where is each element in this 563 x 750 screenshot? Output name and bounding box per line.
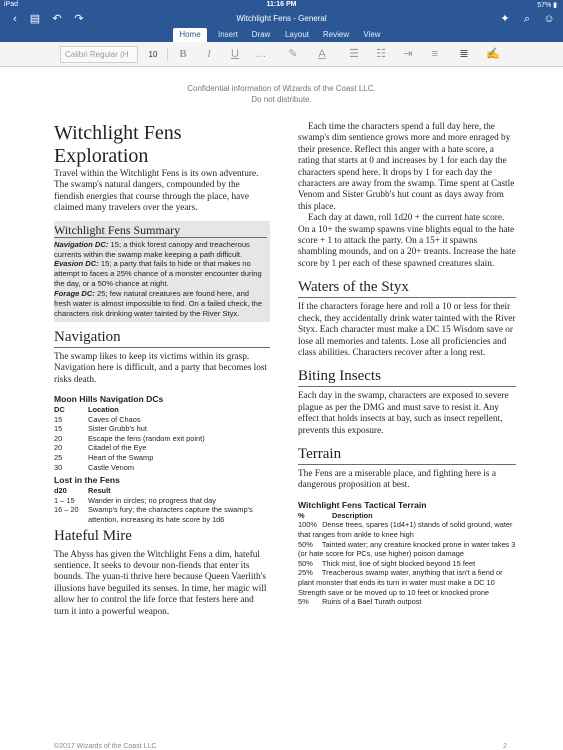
back-icon[interactable]: ‹ bbox=[13, 13, 17, 25]
title-bar bbox=[0, 11, 563, 28]
page-number: 2 bbox=[503, 743, 507, 750]
terrain-heading: Terrain bbox=[298, 445, 516, 465]
hate-score-paragraph: Each time the characters spend a full day here, the swamp's dim sentience grows more and more enraged by their presence. Reflect this anger with a hate score, a rating that starts at 0 and increases by 1 for each day the characters spend here. It drops by 1 for each day the characters are away from the swamp. Time spent at Castle Venom and Sister Grubb's hut count as days away from this place. bbox=[298, 122, 515, 212]
table-row bbox=[54, 443, 270, 453]
table-row bbox=[298, 540, 516, 559]
table-row bbox=[298, 568, 516, 597]
ribbon-tabs bbox=[0, 28, 563, 42]
table-row bbox=[298, 520, 516, 539]
lightbulb-icon[interactable]: ✦ bbox=[500, 13, 510, 25]
table-cell: Swamp's fury; the characters capture the swamp's attention, increasing its hate score by 1d6 bbox=[88, 505, 253, 525]
lost-table bbox=[54, 486, 270, 524]
dawn-roll-paragraph: Each day at dawn, roll 1d20 + the current hate score. On a 10+ the swamp spawns vine blights equal to the hate score + 1 to attack the party. On a 15+ it spawns shambling mounds, and on a 20+ treants. Increase the hate score by 1 per each of these spawned creatures slain. bbox=[298, 213, 516, 269]
bullets-icon[interactable]: ☰ bbox=[349, 48, 359, 60]
navigation-dc-line bbox=[54, 240, 267, 260]
forage-dc-line bbox=[54, 289, 267, 319]
numbering-icon[interactable]: ☷ bbox=[376, 48, 386, 60]
table-header-cell: Result bbox=[88, 486, 111, 496]
italic-button[interactable]: I bbox=[207, 48, 211, 60]
file-icon[interactable]: ▤ bbox=[29, 13, 41, 25]
evasion-dc-label: Evasion DC: bbox=[54, 259, 99, 269]
table-header-cell: % bbox=[298, 510, 305, 520]
table-row bbox=[54, 415, 270, 425]
table-cell: Heart of the Swamp bbox=[88, 453, 154, 463]
styx-heading: Waters of the Styx bbox=[298, 278, 516, 298]
table-cell: Tainted water; any creature knocked prone in water takes 3 (or hate score for PCs, use higher) poison damage bbox=[298, 539, 516, 559]
terrain-table-title: Witchlight Fens Tactical Terrain bbox=[298, 499, 427, 510]
confidential-notice bbox=[0, 83, 563, 105]
table-cell: 25 bbox=[54, 453, 63, 463]
battery-percent: 57% bbox=[537, 2, 552, 9]
table-cell: Thick mist, line of sight blocked beyond 15 feet bbox=[321, 558, 476, 568]
table-cell: 50% bbox=[298, 539, 313, 549]
table-cell: 20 bbox=[54, 433, 63, 443]
table-cell: 30 bbox=[54, 462, 63, 472]
confidential-line-2: Do not distribute. bbox=[251, 95, 312, 104]
tab-draw[interactable]: Draw bbox=[251, 30, 271, 39]
biting-insects-paragraph: Each day in the swamp, characters are exposed to severe plague as per the DMG and must save to resist it. Any effect that holds insects at bay, such as insect repellent, prevents this exposure. bbox=[298, 391, 509, 436]
pen-icon[interactable]: ✍ bbox=[486, 48, 500, 60]
table-header-row bbox=[54, 486, 270, 496]
search-icon[interactable]: ⌕ bbox=[523, 13, 531, 25]
table-cell: 15 bbox=[54, 424, 63, 434]
hateful-mire-paragraph: The Abyss has given the Witchlight Fens a dim, hateful sentience. It seeks to devour non-fiends that enter its bounds. The yuan-ti thrive here because Queen Vaerlith's illusions have beguiled its senses. In time, her magic will allow her to control the life force that festers here and turn it into a powerful weapon. bbox=[54, 549, 267, 617]
confidential-line-1: Confidential information of Wizards of the Coast LLC. bbox=[187, 84, 376, 93]
lost-table-title: Lost in the Fens bbox=[54, 475, 120, 486]
intro-paragraph: Travel within the Witchlight Fens is its own adventure. The swamp's natural dangers, compounded by the fiendish energies that course through the place, have claimed many travelers over the years. bbox=[54, 169, 259, 214]
terrain-table bbox=[298, 511, 516, 607]
table-cell: Castle Venom bbox=[88, 462, 135, 472]
font-size-field[interactable]: 10 bbox=[148, 50, 158, 59]
indent-icon[interactable]: ⇥ bbox=[403, 48, 413, 60]
table-cell: Dense trees, spares (1d4+1) stands of solid ground, water that ranges from ankle to knee high bbox=[298, 520, 513, 539]
more-icon[interactable]: … bbox=[255, 48, 267, 60]
navigation-dc-text: 15; a thick forest canopy and treacherous currents within the swamp make keeping a path difficult. bbox=[54, 239, 250, 259]
table-cell: 20 bbox=[54, 443, 63, 453]
device-label: iPad bbox=[4, 1, 19, 8]
table-cell: 50% bbox=[298, 558, 313, 568]
table-cell: 100% bbox=[298, 520, 317, 530]
tab-view[interactable]: View bbox=[363, 30, 381, 39]
table-row bbox=[54, 496, 270, 506]
hateful-mire-heading: Hateful Mire bbox=[54, 527, 132, 544]
page-title-line-1: Witchlight Fens bbox=[54, 122, 182, 144]
undo-icon[interactable]: ↶ bbox=[52, 13, 62, 25]
table-row bbox=[54, 424, 270, 434]
summary-box bbox=[54, 221, 270, 322]
redo-icon[interactable]: ↷ bbox=[74, 13, 84, 25]
table-row bbox=[298, 597, 516, 607]
battery-indicator: 57% ▮ bbox=[537, 2, 557, 9]
biting-insects-heading: Biting Insects bbox=[298, 367, 516, 387]
table-cell: Sister Grubb's hut bbox=[88, 424, 147, 434]
table-cell: Treacherous swamp water, anything that isn't a fiend or plant monster that ends its turn in water must make a DC 10 Strength save or be moved up to 10 feet or knocked prone bbox=[298, 568, 503, 597]
navigation-paragraph: The swamp likes to keep its victims within its grasp. Navigation here is difficult, and a party that becomes lost risks death. bbox=[54, 351, 268, 385]
table-header-row bbox=[298, 511, 516, 521]
table-cell: Ruins of a Bael Turath outpost bbox=[322, 597, 422, 607]
clock: 11:16 PM bbox=[266, 1, 297, 8]
underline-button[interactable]: U bbox=[231, 48, 239, 60]
table-header-row bbox=[54, 405, 270, 415]
table-header-cell: d20 bbox=[54, 486, 67, 496]
status-bar bbox=[0, 0, 563, 11]
footer-copyright: ©2017 Wizards of the Coast LLC bbox=[54, 743, 157, 750]
right-column bbox=[298, 122, 516, 607]
page-title bbox=[54, 122, 270, 168]
left-column bbox=[54, 122, 270, 618]
tab-layout[interactable]: Layout bbox=[284, 30, 310, 39]
divider bbox=[167, 48, 168, 61]
table-cell: 16 – 20 bbox=[54, 505, 79, 515]
table-cell: Escape the fens (random exit point) bbox=[88, 433, 205, 443]
tab-home[interactable]: Home bbox=[173, 28, 207, 42]
table-header-cell: DC bbox=[54, 405, 65, 415]
evasion-dc-line bbox=[54, 259, 267, 289]
tab-review[interactable]: Review bbox=[322, 30, 350, 39]
font-name-field[interactable]: Calibri Regular (H bbox=[60, 46, 138, 63]
table-cell: 25% bbox=[298, 568, 313, 578]
font-color-icon[interactable]: A bbox=[318, 48, 326, 60]
navigation-dc-label: Navigation DC: bbox=[54, 239, 109, 249]
share-icon[interactable]: ☺ bbox=[543, 13, 555, 25]
table-row bbox=[54, 453, 270, 463]
table-cell: 15 bbox=[54, 414, 63, 424]
dc-table bbox=[54, 405, 270, 472]
forage-dc-label: Forage DC: bbox=[54, 289, 95, 299]
terrain-paragraph: The Fens are a miserable place, and fighting here is a dangerous proposition at best. bbox=[298, 468, 496, 491]
table-header-cell: Location bbox=[88, 405, 119, 415]
table-cell: Citadel of the Eye bbox=[88, 443, 147, 453]
page-title-line-2: Exploration bbox=[54, 145, 149, 167]
table-row bbox=[298, 559, 516, 569]
table-row bbox=[54, 463, 270, 473]
table-cell: Wander in circles; no progress that day bbox=[88, 495, 216, 505]
table-row bbox=[54, 505, 270, 524]
tab-insert[interactable]: Insert bbox=[217, 30, 238, 39]
ribbon-toolbar bbox=[0, 42, 563, 67]
evasion-dc-text: 15; a party that fails to hide or that makes no attempt to faces a 25% chance of a monster encounter during the day, or a 50% chance at night. bbox=[54, 259, 262, 289]
bold-button[interactable]: B bbox=[179, 48, 187, 60]
navigation-heading: Navigation bbox=[54, 328, 270, 348]
dc-table-title: Moon Hills Navigation DCs bbox=[54, 394, 164, 405]
table-header-cell: Description bbox=[332, 510, 373, 520]
table-cell: 5% bbox=[298, 597, 309, 607]
document-page[interactable] bbox=[0, 67, 563, 750]
table-row bbox=[54, 434, 270, 444]
align-icon[interactable]: ≡ bbox=[431, 48, 439, 60]
table-cell: Caves of Chaos bbox=[88, 414, 141, 424]
styles-icon[interactable]: ≣ bbox=[459, 48, 469, 60]
forage-dc-text: 25; few natural creatures are found here, and fresh water is almost impossible to find. On a failed check, the characters risk drinking water tainted by the River Styx. bbox=[54, 289, 263, 318]
document-title: Witchlight Fens - General bbox=[236, 14, 327, 23]
styx-paragraph: If the characters forage here and roll a 10 or less for their check, they accidentally drink water tainted with the River Styx. Each character must make a DC 15 Wisdom save or lose all memories and talents. Lose all proficiencies and class abilities. Characters recover after a long rest. bbox=[298, 302, 516, 358]
summary-title: Witchlight Fens Summary bbox=[54, 223, 267, 238]
highlight-icon[interactable]: ✎ bbox=[288, 48, 298, 60]
table-cell: 1 – 15 bbox=[54, 495, 75, 505]
